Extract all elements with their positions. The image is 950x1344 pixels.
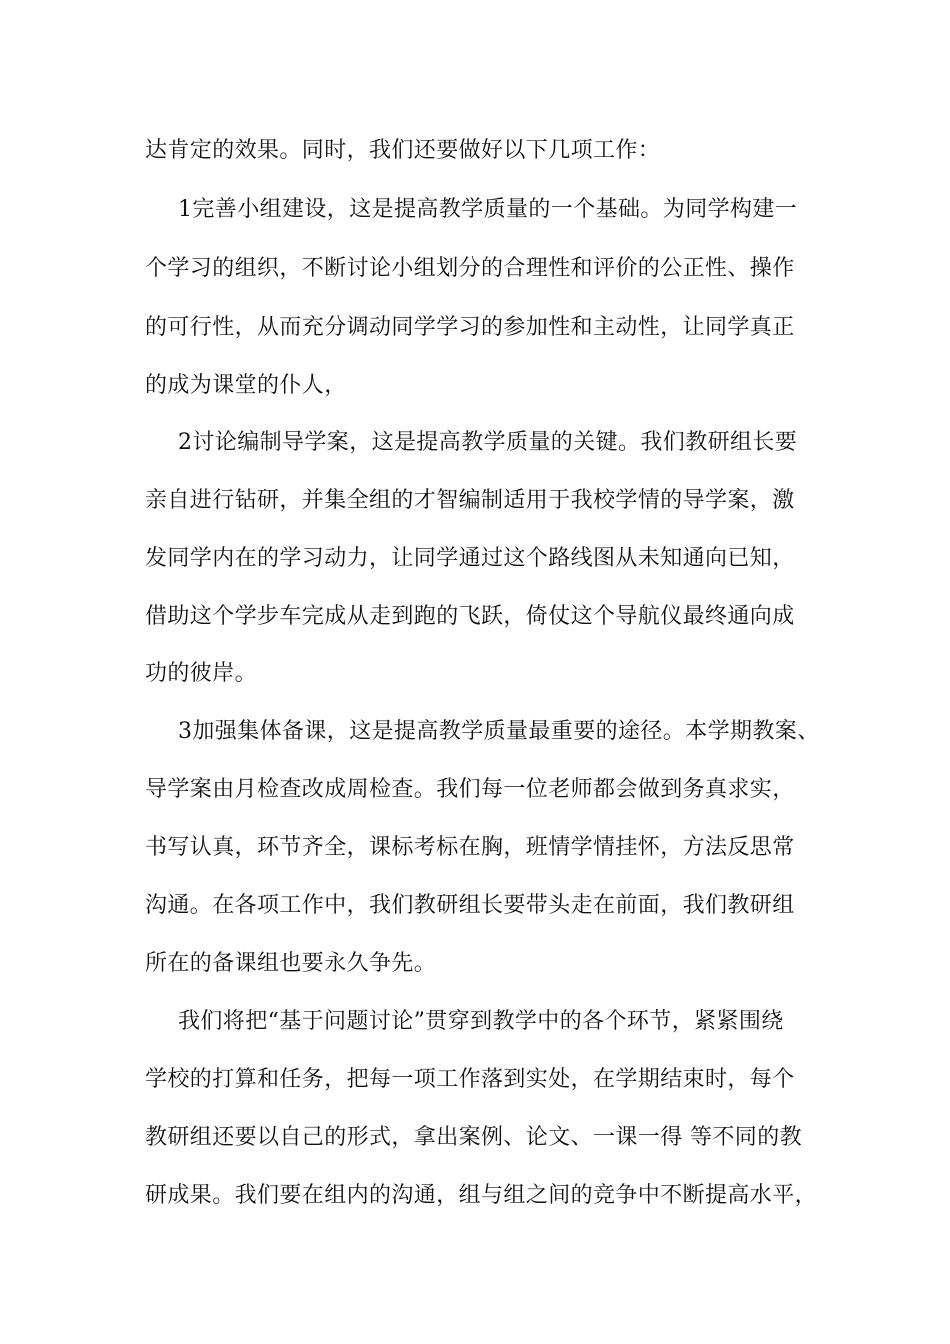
text-line: 3加强集体备课，这是提高教学质量最重要的途径。本学期教案、 xyxy=(178,719,820,744)
text-line: 的成为课堂的仆人， xyxy=(145,373,347,398)
text-line: 书写认真，环节齐全，课标考标在胸，班情学情挂怀，方法反思常 xyxy=(145,835,795,860)
text-line: 借助这个学步车完成从走到跑的飞跃，倚仗这个导航仪最终通向成 xyxy=(145,604,795,629)
text-line: 发同学内在的学习动力，让同学通过这个路线图从未知通向已知， xyxy=(145,546,795,571)
text-line: 教研组还要以自己的形式，拿出案例、论文、一课一得 等不同的教 xyxy=(145,1125,802,1150)
text-line: 个学习的组织，不断讨论小组划分的合理性和评价的公正性、操作 xyxy=(145,256,795,281)
text-line: 的可行性，从而充分调动同学学习的参加性和主动性，让同学真正 xyxy=(145,315,795,340)
text-line: 达肯定的效果。同时，我们还要做好以下几项工作： xyxy=(145,138,661,163)
text-line: 沟通。在各项工作中，我们教研组长要带头走在前面，我们教研组 xyxy=(145,893,795,918)
text-line: 亲自进行钻研，并集全组的才智编制适用于我校学情的导学案，激 xyxy=(145,488,795,513)
text-line: 1完善小组建设，这是提高教学质量的一个基础。为同学构建一 xyxy=(178,197,798,222)
text-line: 功的彼岸。 xyxy=(145,661,258,686)
text-line: 2讨论编制导学案，这是提高教学质量的关键。我们教研组长要 xyxy=(178,430,798,455)
text-line: 研成果。我们要在组内的沟通，组与组之间的竞争中不断提高水平， xyxy=(145,1183,818,1208)
text-line: 学校的打算和任务，把每一项工作落到实处，在学期结束时，每个 xyxy=(145,1067,795,1092)
text-line: 我们将把“基于问题讨论”贯穿到教学中的各个环节，紧紧围绕 xyxy=(178,1009,784,1034)
text-line: 导学案由月检查改成周检查。我们每一位老师都会做到务真求实， xyxy=(145,777,795,802)
text-line: 所在的备课组也要永久争先。 xyxy=(145,951,437,976)
